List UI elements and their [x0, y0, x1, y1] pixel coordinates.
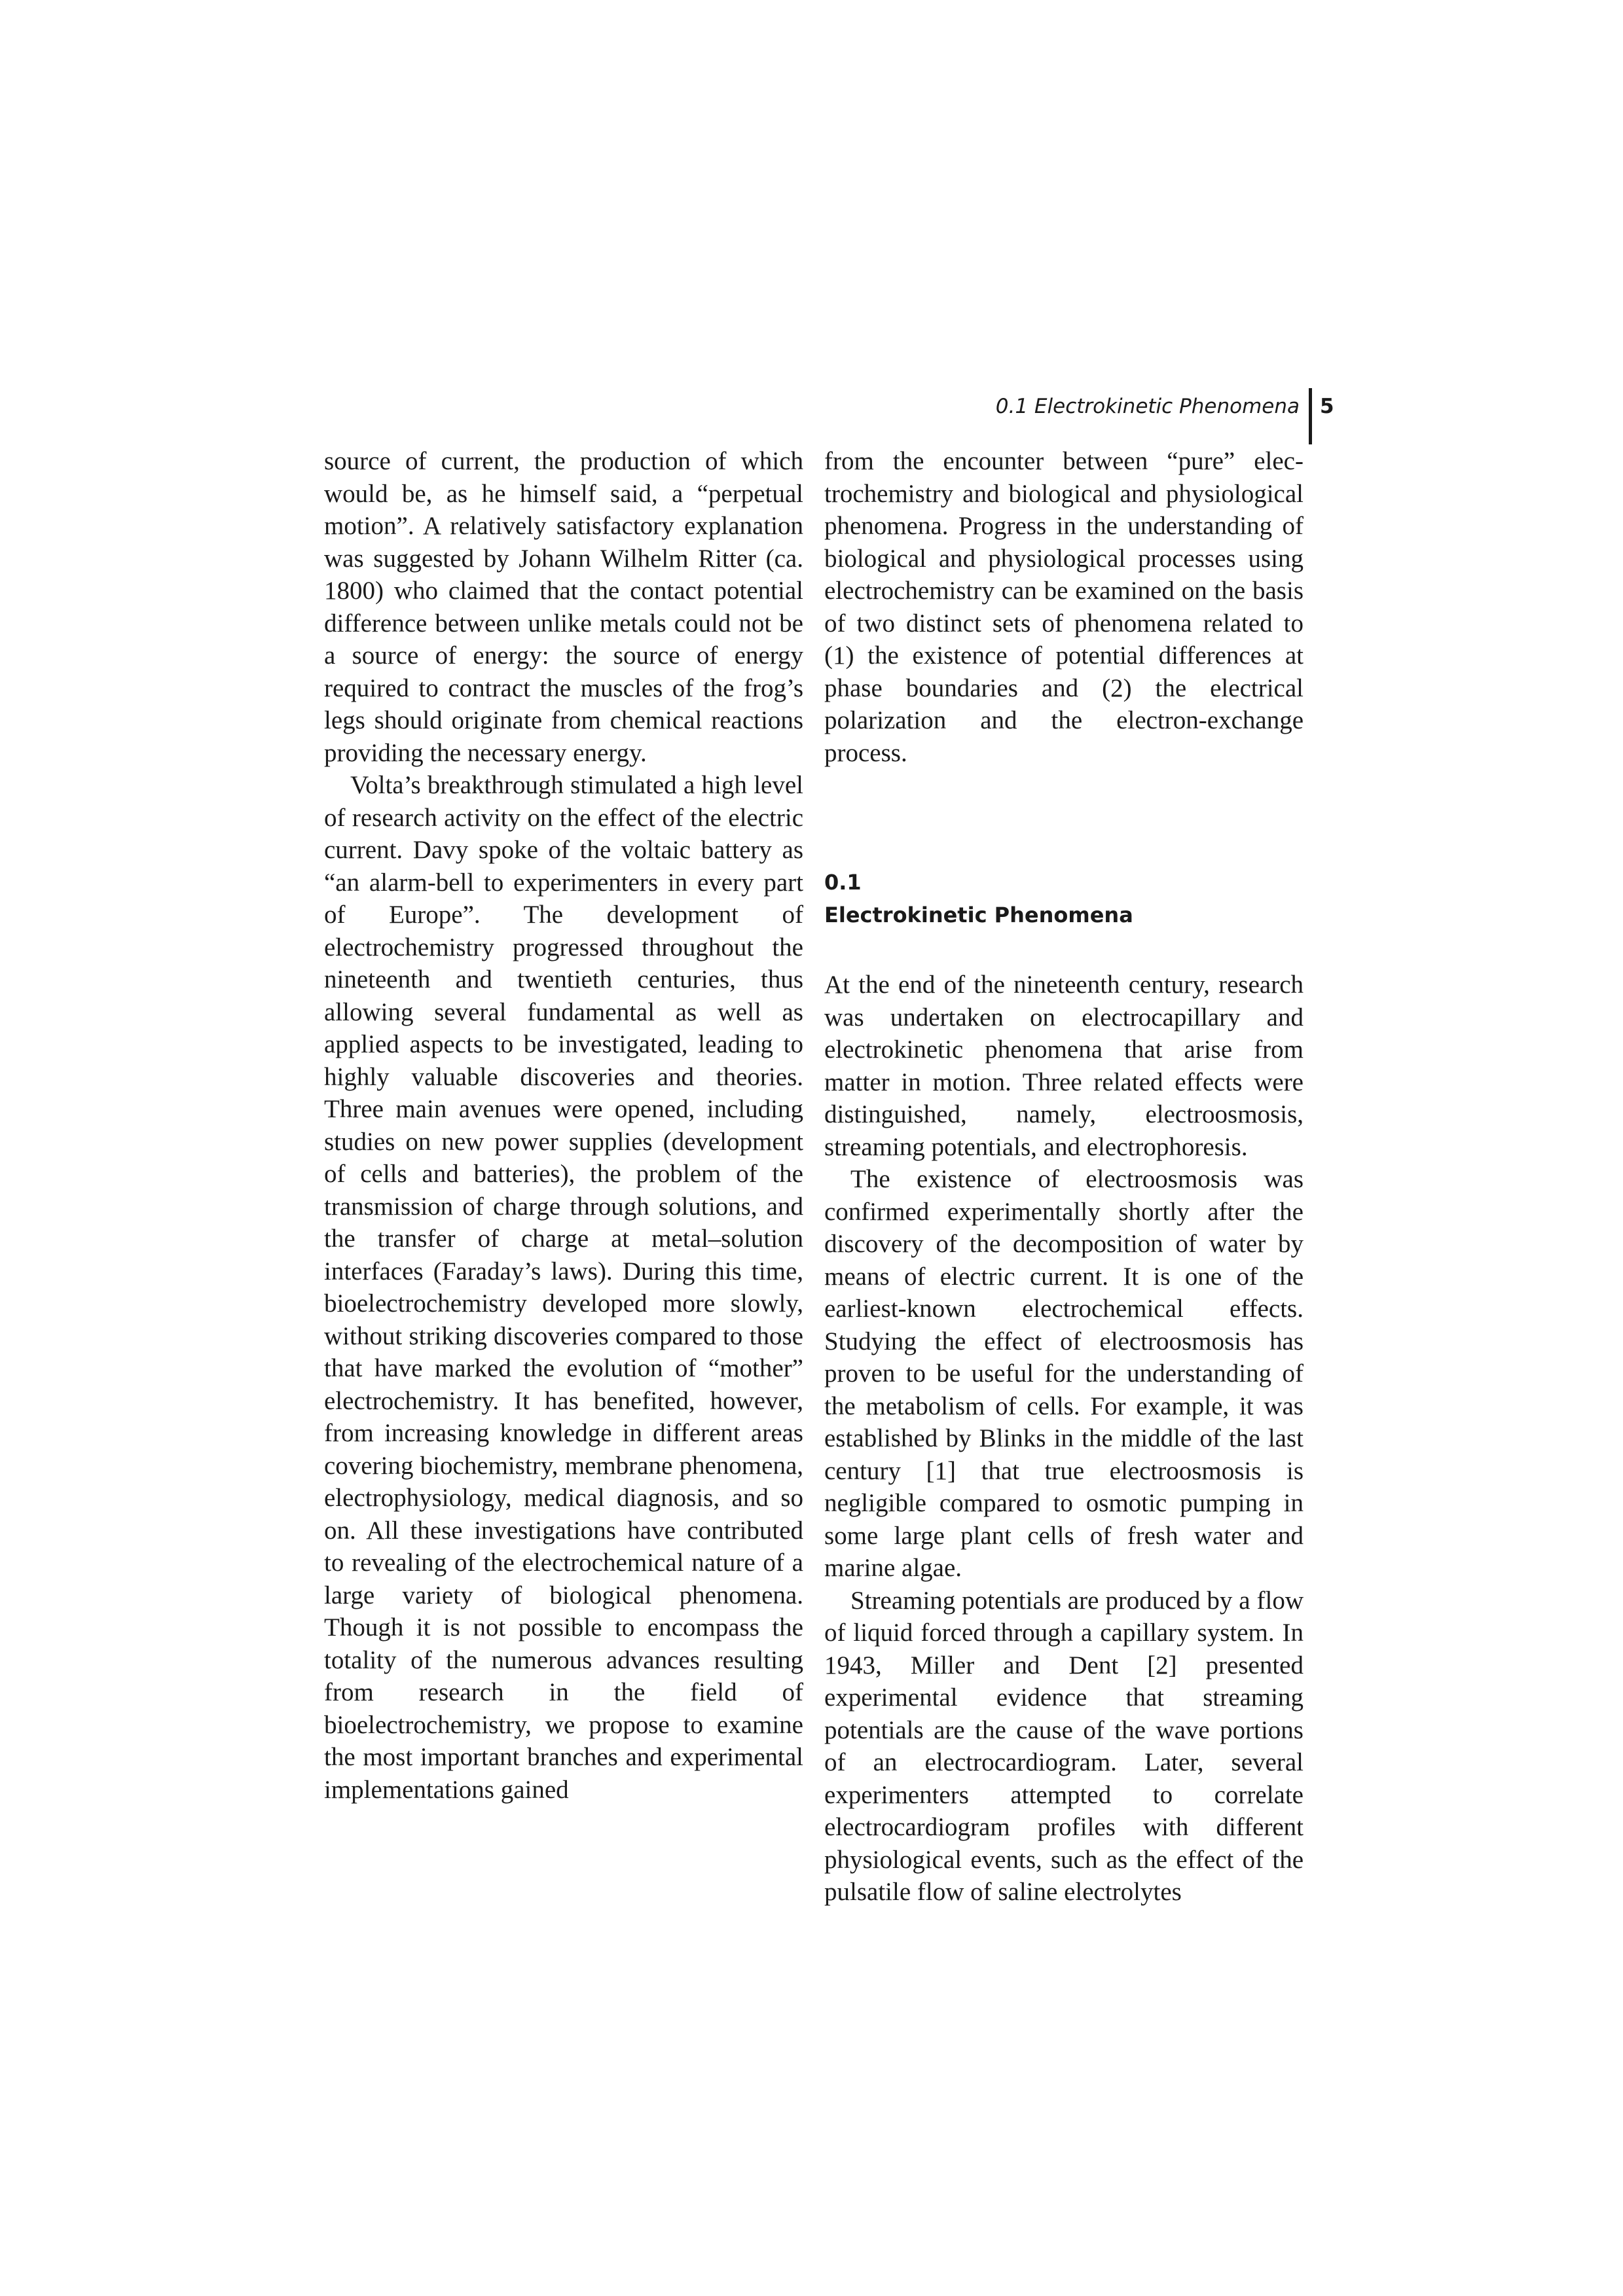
- page-number: 5: [1320, 395, 1334, 418]
- paragraph: At the end of the nineteenth century, research was undertaken on electrocapillary and electrokinetic phenomena that arise from matter in motion. Three related effects were distinguished, namely, electroosmosis, streaming potentials, and electrophoresis.: [824, 971, 1304, 1161]
- left-column: [324, 445, 803, 1806]
- paragraph: The existence of electroosmosis was confirmed experimentally shortly after the discovery of the decomposition of water by means of electric current. It is one of the earliest-known electrochemical effects. Studying the effect of electroosmosis has proven to be useful for the understanding of the metabolism of cells. For example, it was established by Blinks in the middle of the last century [1] that true electroosmosis is negligible compared to osmotic pumping in some large plant cells of fresh water and marine algae.: [824, 1165, 1304, 1582]
- paragraph: Volta’s breakthrough stimulated a high level of research activity on the effect of the electric current. Davy spoke of the voltaic battery as “an alarm-bell to experimenters in every part of Europe”. The development of electrochemistry progressed throughout the nineteenth and twentieth centuries, thus allowing several fundamental as well as applied aspects to be investigated, leading to highly valuable discoveries and theories. Three main avenues were opened, including studies on new power supplies (development of cells and batteries), the problem of the transmission of charge through solutions, and the transfer of charge at metal–solution interfaces (Faraday’s laws). During this time, bioelectrochemistry developed more slowly, without striking discoveries compared to those that have marked the evolution of “mother” electrochemistry. It has benefited, however, from increasing knowledge in different areas covering biochemistry, membrane phenomena, electrophysiology, medical diagnosis, and so on. All these investigations have contributed to revealing of the electrochemical nature of a large variety of biological phenomena. Though it is not possible to encompass the totality of the numerous advances resulting from research in the field of bioelectrochemistry, we propose to examine the most important branches and experimental implementations gained: [324, 771, 803, 1804]
- paragraph: from the encounter between “pure” electrochemistry and biological and physiological phenomena. Progress in the understanding of biological and physiological processes using electrochemistry can be examined on the basis of two distinct sets of phenomena related to (1) the existence of potential differences at phase boundaries and (2) the electrical polarization and the electron-exchange process.: [824, 447, 1304, 767]
- section-title: Electrokinetic Phenomena: [824, 903, 1133, 927]
- paragraph: Streaming potentials are produced by a flow of liquid forced through a capillary system. In 1943, Miller and Dent [2] presented experimental evidence that streaming potentials are the cause of the wave portions of an electrocardiogram. Later, several experimenters attempted to correlate electrocardiogram profiles with different physiological events, such as the effect of the pulsatile flow of saline electrolytes: [824, 1586, 1304, 1906]
- running-head: 0.1 Electrokinetic Phenomena: [995, 395, 1300, 418]
- section-number: 0.1: [824, 870, 862, 895]
- paragraph: source of current, the production of which would be, as he himself said, a “perpetual motion”. A relatively satisfactory explanation was suggested by Johann Wilhelm Ritter (ca. 1800) who claimed that the contact potential difference between unlike metals could not be a source of energy: the source of energy required to contract the muscles of the frog’s legs should originate from chemical reactions providing the necessary energy.: [324, 447, 803, 767]
- right-column: [824, 445, 1304, 1909]
- header-rule: [1309, 388, 1312, 444]
